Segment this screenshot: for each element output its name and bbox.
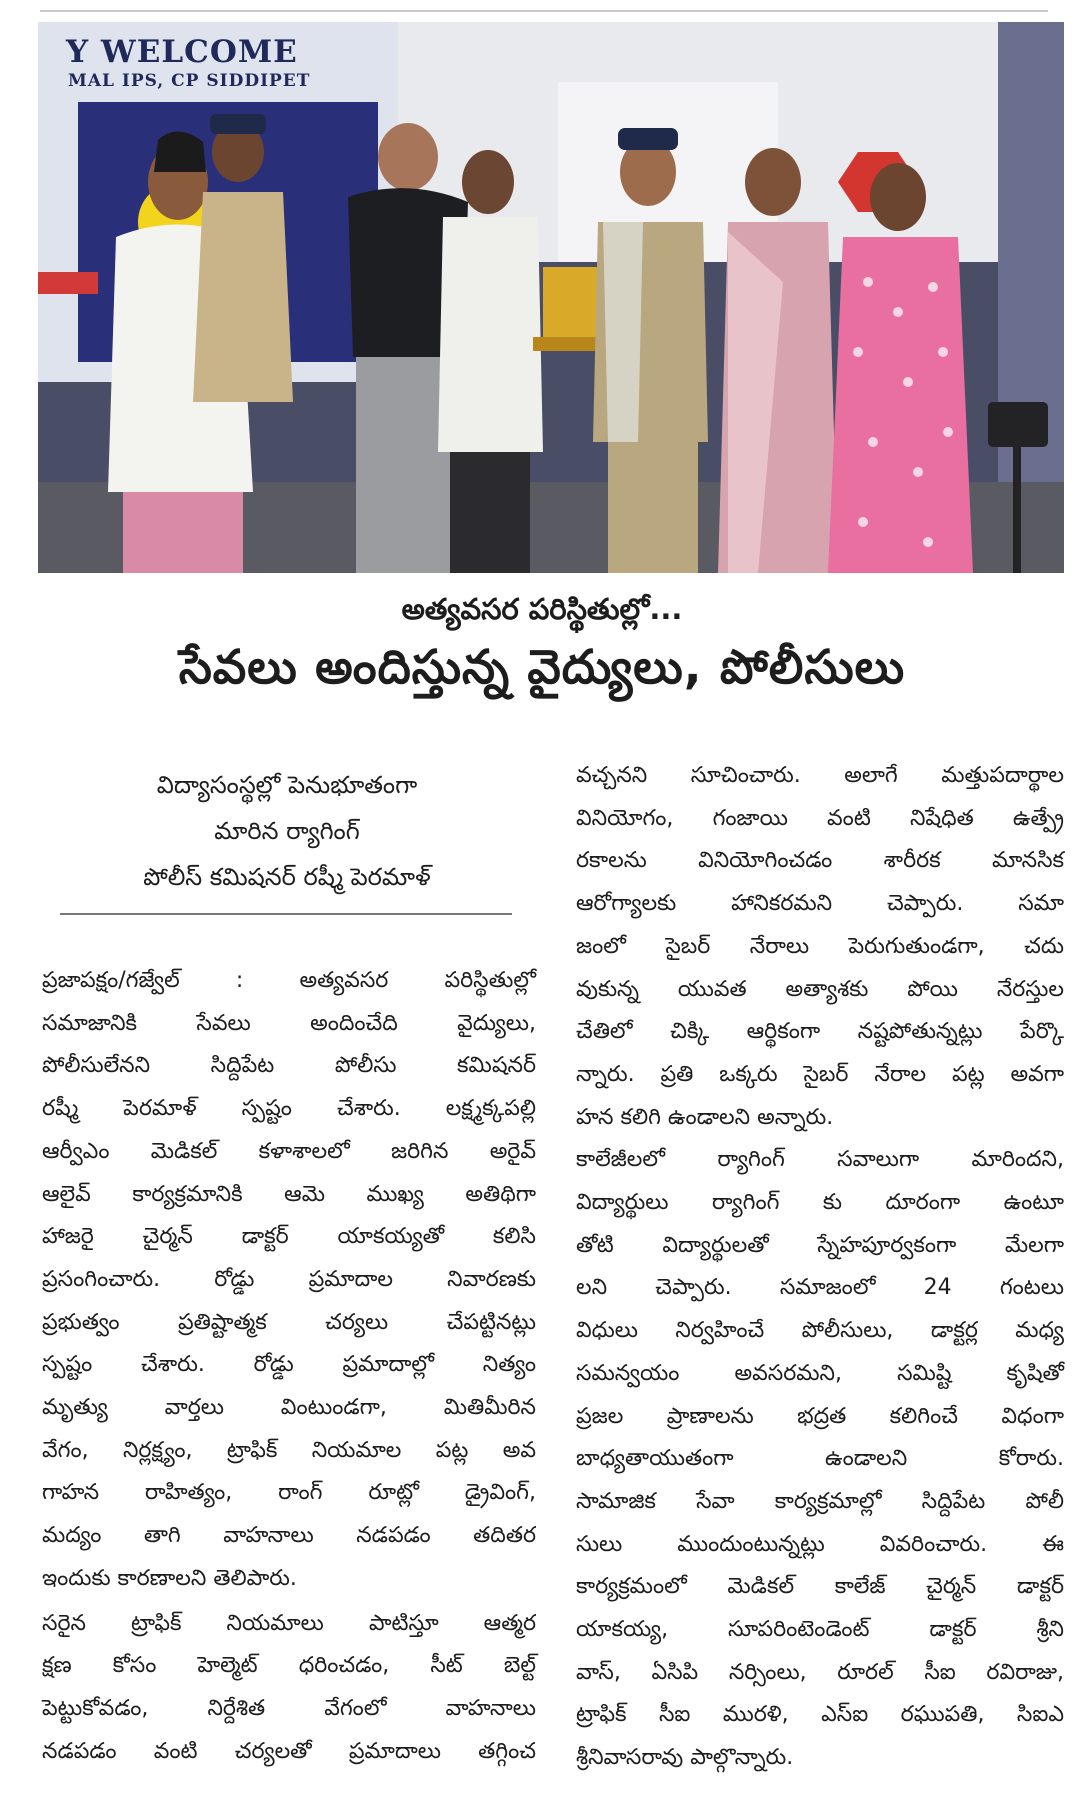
text-line: నడపడం వంటి చర్యలతో ప్రమాదాలు తగ్గించ	[42, 1738, 536, 1764]
subhead-line: పోలీస్ కమిషనర్ రష్మీ పెరమాళ్	[143, 863, 431, 891]
article-kicker: అత్యవసర పరిస్థితుల్లో...	[401, 592, 683, 626]
text-line: హాజరై చైర్మన్ డాక్టర్ యాకయ్యతో కలిసి	[42, 1224, 536, 1250]
paragraph	[576, 755, 1064, 1139]
text-line: బాధ్యతాయుతంగా ఉండాలని కోరారు.	[576, 1446, 1064, 1472]
banner-name-text: MAL IPS, CP SIDDIPET	[68, 71, 311, 91]
top-rule	[40, 10, 1048, 12]
text-line: వచ్చనని సూచించారు. అలాగే మత్తుపదార్థాల	[576, 763, 1064, 788]
text-line: సరైన ట్రాఫిక్ నియమాలు పాటిస్తూ ఆత్మర	[42, 1610, 536, 1636]
text-line: లని చెప్పారు. సమాజంలో 24 గంటలు	[576, 1275, 1064, 1301]
text-line: వేగం, నిర్లక్ష్యం, ట్రాఫిక్ నియమాల పట్ల అవ	[42, 1437, 536, 1463]
text-line: విధులు నిర్వహించే పోలీసులు, డాక్టర్ల మధ్య	[576, 1318, 1064, 1344]
text-line: ప్రజాపక్షం/గజ్వేల్ : అత్యవసర పరిస్థితుల్లో	[42, 968, 536, 993]
text-line: ప్రజల ప్రాణాలను భద్రత కలిగించే విధంగా	[576, 1403, 1064, 1429]
paragraph	[42, 1603, 536, 1774]
text-line: న్నారు. ప్రతి ఒక్కరు సైబర్ నేరాల పట్ల అవగా	[576, 1061, 1064, 1087]
text-line: సమన్వయం అవసరమని, సమిష్టి కృషితో	[576, 1360, 1064, 1386]
text-line: చేతిలో చిక్కి ఆర్థికంగా నష్టపోతున్నట్లు పేర్కొ	[576, 1019, 1064, 1045]
text-line: రష్మీ పెరమాళ్ స్పష్టం చేశారు. లక్ష్మక్కపల్లి	[42, 1096, 536, 1122]
text-line: సమాజానికి సేవలు అందించేది వైద్యులు,	[42, 1010, 536, 1036]
text-line: విద్యార్థులు ర్యాగింగ్ కు దూరంగా ఉంటూ	[576, 1190, 1064, 1216]
paragraph	[576, 1139, 1064, 1780]
text-line: ఇందుకు కారణాలని తెలిపారు.	[42, 1565, 297, 1591]
text-line: యాకయ్య, సూపరింటెండెంట్ డాక్టర్ శ్రీని	[576, 1617, 1064, 1643]
memento-shape	[543, 267, 603, 337]
text-line: వినియోగం, గంజాయి వంటి నిషేధిత ఉత్ప్రే	[576, 805, 1064, 831]
text-line: కార్యక్రమంలో మెడికల్ కాలేజ్ చైర్మన్ డాక్టర్	[576, 1574, 1064, 1600]
text-line: ప్రసంగించారు. రోడ్డు ప్రమాదాల నివారణకు	[42, 1266, 536, 1292]
text-line: మద్యం తాగి వాహనాలు నడపడం తదితర	[42, 1523, 536, 1549]
camera-shape	[988, 402, 1048, 447]
text-line: సులు ముందుంటున్నట్లు వివరించారు. ఈ	[576, 1531, 1064, 1557]
text-line: వాస్, ఏసిపి నర్సింలు, రూరల్ సీఐ రవిరాజు,	[576, 1659, 1064, 1685]
text-line: గాహన రాహిత్యం, రాంగ్ రూట్లో డ్రైవింగ్,	[42, 1480, 536, 1506]
text-line: క్షణ కోసం హెల్మెట్ ధరించడం, సీట్ బెల్ట్	[42, 1653, 536, 1679]
banner-welcome-text: Y WELCOME	[66, 34, 298, 70]
text-line: రకాలను వినియోగించడం శారీరక మానసిక	[576, 848, 1064, 874]
subhead-divider	[60, 913, 512, 915]
article-column-right	[576, 755, 1064, 1780]
text-line: ఆర్వీఎం మెడికల్ కళాశాలలో జరిగిన అరైవ్	[42, 1138, 536, 1164]
text-line: తోటి విద్యార్థులతో స్నేహపూర్వకంగా మేలగా	[576, 1232, 1064, 1258]
subhead-line: మారిన ర్యాగింగ్	[214, 817, 360, 845]
article-subheads	[48, 762, 526, 900]
text-line: హన కలిగి ఉండాలని అన్నారు.	[576, 1104, 834, 1130]
text-line: కాలేజీలలో ర్యాగింగ్ సవాలుగా మారిందని,	[576, 1147, 1064, 1173]
text-line: ఆరోగ్యాలకు హానికరమని చెప్పారు. సమా	[576, 891, 1064, 917]
article-headline: సేవలు అందిస్తున్న వైద్యులు, పోలీసులు	[178, 640, 906, 695]
news-photo	[38, 22, 1064, 573]
text-line: ట్రాఫిక్ సీఐ మురళి, ఎస్ఐ రఘుపతి, సిఐఎ	[576, 1702, 1064, 1728]
text-line: పోలీసులేనని సిద్దిపేట పోలీసు కమిషనర్	[42, 1053, 536, 1079]
subhead-line: విద్యాసంస్థల్లో పెనుభూతంగా	[156, 771, 418, 799]
text-line: శ్రీనివాసరావు పాల్గొన్నారు.	[576, 1745, 794, 1771]
text-line: స్పష్టం చేశారు. రోడ్డు ప్రమాదాల్లో నిత్యం	[42, 1352, 536, 1378]
text-line: మృత్యు వార్తలు వింటుండగా, మితిమీరిన	[42, 1395, 536, 1421]
article-column-left	[42, 960, 536, 1773]
text-line: జంలో సైబర్ నేరాలు పెరుగుతుండగా, చదు	[576, 933, 1064, 959]
text-line: సామాజిక సేవా కార్యక్రమాల్లో సిద్దిపేట పోలీ	[576, 1488, 1064, 1514]
paragraph	[42, 960, 536, 1601]
text-line: వుకున్న యువత అత్యాశకు పోయి నేరస్తుల	[576, 976, 1064, 1002]
text-line: ఆలైవ్ కార్యక్రమానికి ఆమె ముఖ్య అతిథిగా	[42, 1181, 536, 1207]
text-line: పెట్టుకోవడం, నిర్దేశిత వేగంలో వాహనాలు	[42, 1695, 536, 1721]
text-line: ప్రభుత్వం ప్రతిష్టాత్మక చర్యలు చేపట్టినట్లు	[42, 1309, 536, 1335]
